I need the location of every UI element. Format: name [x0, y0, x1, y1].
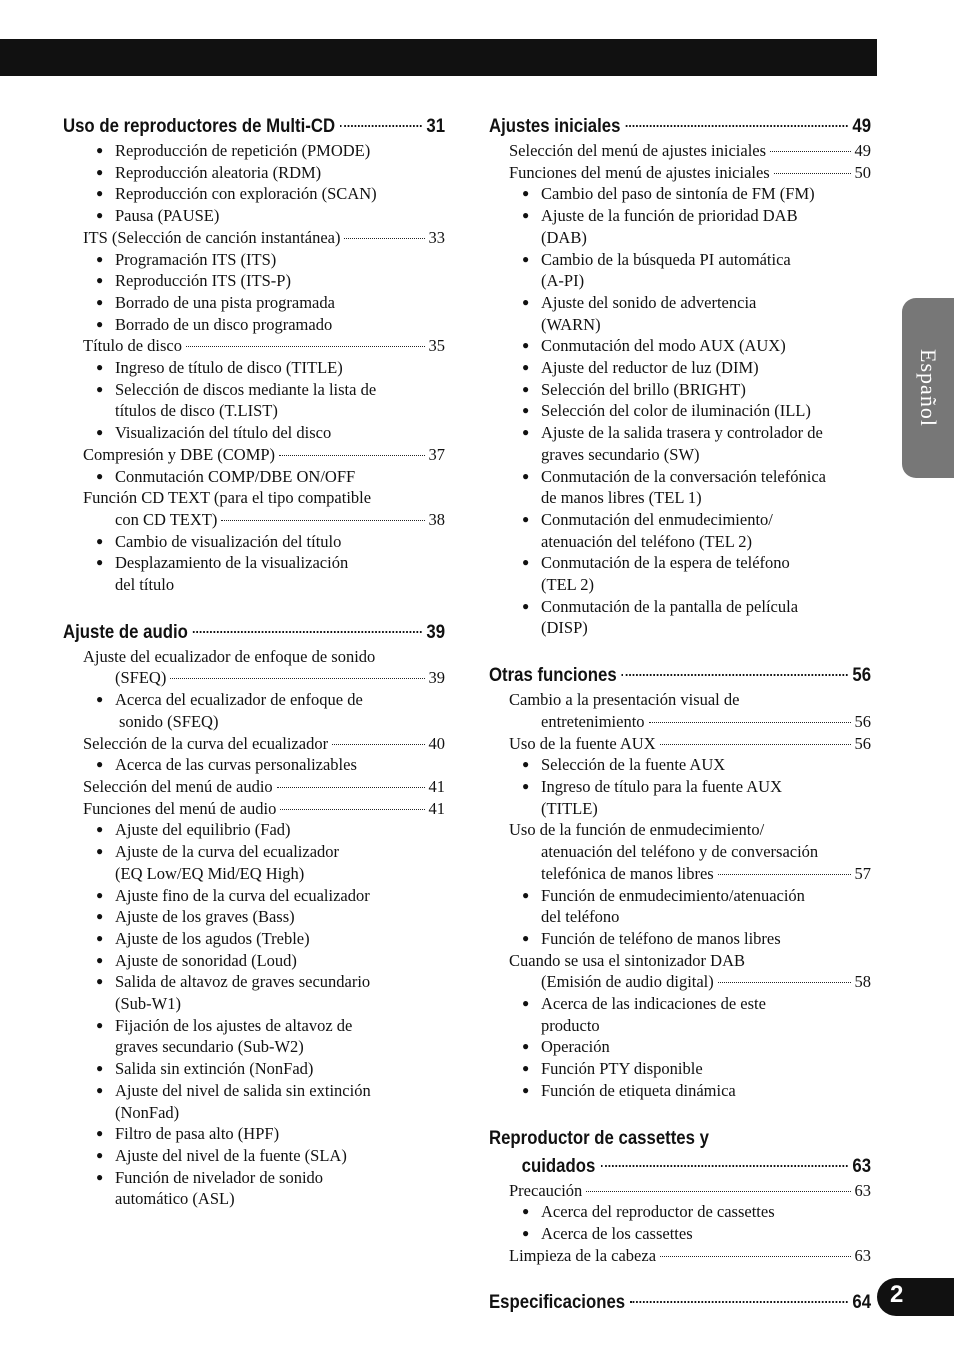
toc-bullet-continued[interactable]: graves secundario (Sub-W2): [115, 1037, 304, 1057]
toc-bullet[interactable]: ● Función de teléfono de manos libres: [489, 928, 871, 950]
toc-bullet-continued[interactable]: (A-PI): [541, 271, 585, 291]
toc-bullet-continued[interactable]: del título: [115, 575, 175, 595]
toc-bullet[interactable]: ● Programación ITS (ITS): [63, 249, 445, 271]
toc-entry-continued[interactable]: entretenimiento 56: [541, 711, 871, 731]
toc-bullet[interactable]: ● Reproducción con exploración (SCAN): [63, 183, 445, 205]
toc-bullet-continued[interactable]: (TITLE): [541, 798, 598, 818]
toc-bullet[interactable]: ● Ingreso de título de disco (TITLE): [63, 357, 445, 379]
toc-bullet-continued[interactable]: (DISP): [541, 618, 588, 638]
toc-bullet[interactable]: ● Cambio de visualización del título: [63, 531, 445, 553]
section-heading[interactable]: Uso de reproductores de Multi-CD 31: [63, 115, 446, 137]
section-heading[interactable]: Ajustes iniciales 49: [489, 115, 872, 137]
toc-entry[interactable]: Selección del menú de audio 41: [83, 776, 445, 796]
toc-entry[interactable]: Título de disco 35: [83, 336, 445, 356]
toc-bullet[interactable]: ● Reproducción de repetición (PMODE): [63, 140, 445, 162]
toc-bullet[interactable]: ● Cambio del paso de sintonía de FM (FM): [489, 183, 871, 205]
toc-bullet[interactable]: ● Filtro de pasa alto (HPF): [63, 1123, 445, 1145]
toc-bullet[interactable]: ● Conmutación de la pantalla de película: [489, 596, 871, 618]
toc-bullet[interactable]: ● Ajuste de la función de prioridad DAB: [489, 205, 871, 227]
toc-bullet-continued[interactable]: graves secundario (SW): [541, 444, 700, 464]
toc-bullet[interactable]: ● Reproducción ITS (ITS-P): [63, 270, 445, 292]
toc-bullet[interactable]: ● Visualización del título del disco: [63, 422, 445, 444]
toc-bullet[interactable]: ● Conmutación de la conversación telefónica: [489, 466, 871, 488]
toc-right-column: [489, 112, 871, 1316]
toc-bullet-continued[interactable]: producto: [541, 1015, 600, 1035]
section-heading[interactable]: Ajuste de audio 39: [63, 620, 446, 643]
toc-bullet[interactable]: ● Acerca del ecualizador de enfoque de: [63, 689, 445, 711]
toc-bullet[interactable]: ● Ajuste de la salida trasera y controlador de: [489, 422, 871, 444]
toc-bullet[interactable]: ● Salida de altavoz de graves secundario: [63, 971, 445, 993]
toc-bullet[interactable]: ● Pausa (PAUSE): [63, 205, 445, 227]
toc-bullet[interactable]: ● Ajuste del nivel de la fuente (SLA): [63, 1145, 445, 1167]
page-number-badge: 2: [877, 1278, 954, 1316]
toc-bullet[interactable]: ● Fijación de los ajustes de altavoz de: [63, 1015, 445, 1037]
toc-bullet[interactable]: ● Reproducción aleatoria (RDM): [63, 162, 445, 184]
toc-bullet-continued[interactable]: títulos de disco (T.LIST): [115, 401, 278, 421]
toc-bullet[interactable]: ● Conmutación de la espera de teléfono: [489, 552, 871, 574]
toc-entry[interactable]: Precaución 63: [509, 1180, 871, 1200]
toc-bullet-continued[interactable]: (NonFad): [115, 1102, 180, 1122]
toc-entry[interactable]: Funciones del menú de audio 41: [83, 798, 445, 818]
toc-bullet[interactable]: ● Acerca de los cassettes: [489, 1223, 871, 1245]
toc-bullet[interactable]: ● Ajuste del equilibrio (Fad): [63, 819, 445, 841]
toc-bullet[interactable]: ● Ingreso de título para la fuente AUX: [489, 776, 871, 798]
toc-bullet[interactable]: ● Función PTY disponible: [489, 1058, 871, 1080]
toc-bullet[interactable]: ● Ajuste de la curva del ecualizador: [63, 841, 445, 863]
language-tab[interactable]: Español: [902, 298, 954, 478]
toc-bullet[interactable]: ● Selección del brillo (BRIGHT): [489, 379, 871, 401]
header-bar: [0, 39, 877, 76]
toc-entry[interactable]: Cambio a la presentación visual de: [509, 690, 740, 710]
toc-bullet[interactable]: ● Función de etiqueta dinámica: [489, 1080, 871, 1102]
toc-bullet[interactable]: ● Acerca de las indicaciones de este: [489, 993, 871, 1015]
toc-left-column: [63, 112, 445, 1210]
toc-bullet-continued[interactable]: (TEL 2): [541, 575, 594, 595]
toc-bullet[interactable]: ● Función de enmudecimiento/atenuación: [489, 885, 871, 907]
toc-bullet[interactable]: ● Cambio de la búsqueda PI automática: [489, 249, 871, 271]
toc-entry-continued[interactable]: (Emisión de audio digital) 58: [541, 972, 871, 992]
toc-bullet[interactable]: ● Desplazamiento de la visualización: [63, 552, 445, 574]
toc-bullet-continued[interactable]: automático (ASL): [115, 1189, 235, 1209]
toc-bullet-continued[interactable]: (EQ Low/EQ Mid/EQ High): [115, 863, 305, 883]
section-heading[interactable]: Otras funciones 56: [489, 664, 872, 687]
toc-bullet[interactable]: ● Acerca de las curvas personalizables: [63, 754, 445, 776]
toc-entry[interactable]: Compresión y DBE (COMP) 37: [83, 444, 445, 464]
toc-bullet[interactable]: ● Ajuste del nivel de salida sin extinción: [63, 1080, 445, 1102]
toc-entry-continued[interactable]: (SFEQ) 39: [115, 668, 445, 688]
toc-bullet[interactable]: ● Borrado de una pista programada: [63, 292, 445, 314]
toc-bullet-continued[interactable]: de manos libres (TEL 1): [541, 488, 702, 508]
toc-bullet-continued[interactable]: (DAB): [541, 227, 587, 247]
toc-entry[interactable]: Uso de la función de enmudecimiento/: [509, 820, 765, 840]
toc-entry[interactable]: Ajuste del ecualizador de enfoque de sonido: [83, 646, 376, 666]
toc-bullet-continued[interactable]: (Sub-W1): [115, 994, 181, 1014]
toc-bullet-continued[interactable]: (WARN): [541, 314, 601, 334]
toc-bullet[interactable]: ● Borrado de un disco programado: [63, 314, 445, 336]
toc-entry-continued[interactable]: telefónica de manos libres 57: [541, 863, 871, 883]
toc-bullet[interactable]: ● Ajuste de sonoridad (Loud): [63, 950, 445, 972]
toc-bullet[interactable]: ● Ajuste de los graves (Bass): [63, 906, 445, 928]
toc-bullet[interactable]: ● Ajuste del reductor de luz (DIM): [489, 357, 871, 379]
toc-bullet[interactable]: ● Selección de la fuente AUX: [489, 754, 871, 776]
toc-bullet[interactable]: ● Conmutación COMP/DBE ON/OFF: [63, 466, 445, 488]
toc-entry[interactable]: Limpieza de la cabeza 63: [509, 1245, 871, 1265]
toc-bullet[interactable]: ● Conmutación del modo AUX (AUX): [489, 335, 871, 357]
toc-bullet[interactable]: ● Ajuste del sonido de advertencia: [489, 292, 871, 314]
toc-entry[interactable]: Uso de la fuente AUX 56: [509, 733, 871, 753]
section-heading[interactable]: Reproductor de cassettes y cuidados 63: [489, 1126, 872, 1177]
toc-entry-continued[interactable]: con CD TEXT) 38: [115, 509, 445, 529]
toc-entry[interactable]: ITS (Selección de canción instantánea) 33: [83, 227, 445, 247]
toc-bullet[interactable]: ● Ajuste de los agudos (Treble): [63, 928, 445, 950]
toc-bullet[interactable]: ● Operación: [489, 1036, 871, 1058]
toc-bullet[interactable]: ● Selección de discos mediante la lista de: [63, 379, 445, 401]
toc-entry[interactable]: Selección del menú de ajustes iniciales 49: [509, 141, 871, 160]
toc-bullet-continued[interactable]: sonido (SFEQ): [119, 711, 219, 731]
toc-bullet[interactable]: ● Salida sin extinción (NonFad): [63, 1058, 445, 1080]
toc-bullet-continued[interactable]: atenuación del teléfono (TEL 2): [541, 531, 753, 551]
toc-bullet[interactable]: ● Selección del color de iluminación (ILL): [489, 400, 871, 422]
toc-bullet[interactable]: ● Acerca del reproductor de cassettes: [489, 1201, 871, 1223]
section-heading[interactable]: Especificaciones 64: [489, 1291, 872, 1314]
toc-bullet[interactable]: ● Función de nivelador de sonido: [63, 1167, 445, 1189]
toc-entry[interactable]: Funciones del menú de ajustes iniciales 50: [509, 162, 871, 182]
toc-entry[interactable]: Función CD TEXT (para el tipo compatible: [83, 488, 372, 508]
toc-bullet[interactable]: ● Conmutación del enmudecimiento/: [489, 509, 871, 531]
toc-bullet[interactable]: ● Ajuste fino de la curva del ecualizador: [63, 885, 445, 907]
toc-bullet-continued[interactable]: del teléfono: [541, 907, 620, 927]
toc-entry[interactable]: Cuando se usa el sintonizador DAB: [509, 950, 746, 970]
toc-entry-continued[interactable]: atenuación del teléfono y de conversación: [541, 842, 819, 862]
toc-entry[interactable]: Selección de la curva del ecualizador 40: [83, 733, 445, 753]
